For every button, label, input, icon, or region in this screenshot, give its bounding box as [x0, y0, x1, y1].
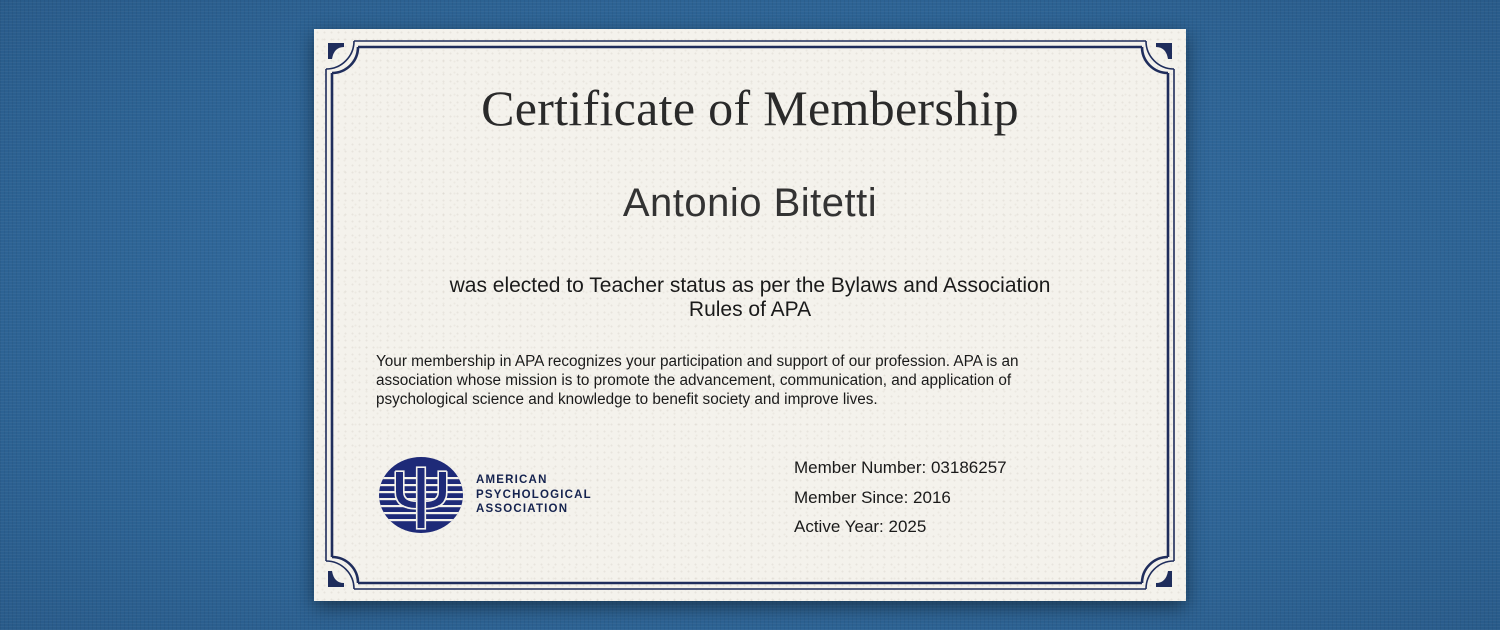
org-name-line: PSYCHOLOGICAL [476, 488, 592, 501]
member-number: Member Number: 03186257 [794, 458, 1007, 477]
organization-name [476, 473, 592, 517]
description-line: Your membership in APA recognizes your participation and support of our profession. APA is an [376, 353, 1019, 370]
org-name-line: AMERICAN [476, 474, 548, 486]
description-line: psychological science and knowledge to benefit society and improve lives. [376, 391, 878, 408]
member-info [794, 453, 1007, 542]
status-line: was elected to Teacher status as per the Bylaws and Association [449, 274, 1051, 297]
description-line: association whose mission is to promote the advancement, communication, and application of [376, 372, 1012, 389]
active-year: Active Year: 2025 [794, 517, 927, 536]
status-statement [400, 274, 1100, 322]
apa-psi-logo-icon [378, 456, 464, 534]
certificate-title: Certificate of Membership [481, 80, 1019, 136]
certificate [314, 29, 1186, 601]
recipient-name: Antonio Bitetti [622, 181, 878, 225]
membership-description [376, 352, 1136, 409]
status-line: Rules of APA [688, 298, 812, 321]
member-since: Member Since: 2016 [794, 487, 951, 507]
org-name-line: ASSOCIATION [476, 503, 569, 515]
